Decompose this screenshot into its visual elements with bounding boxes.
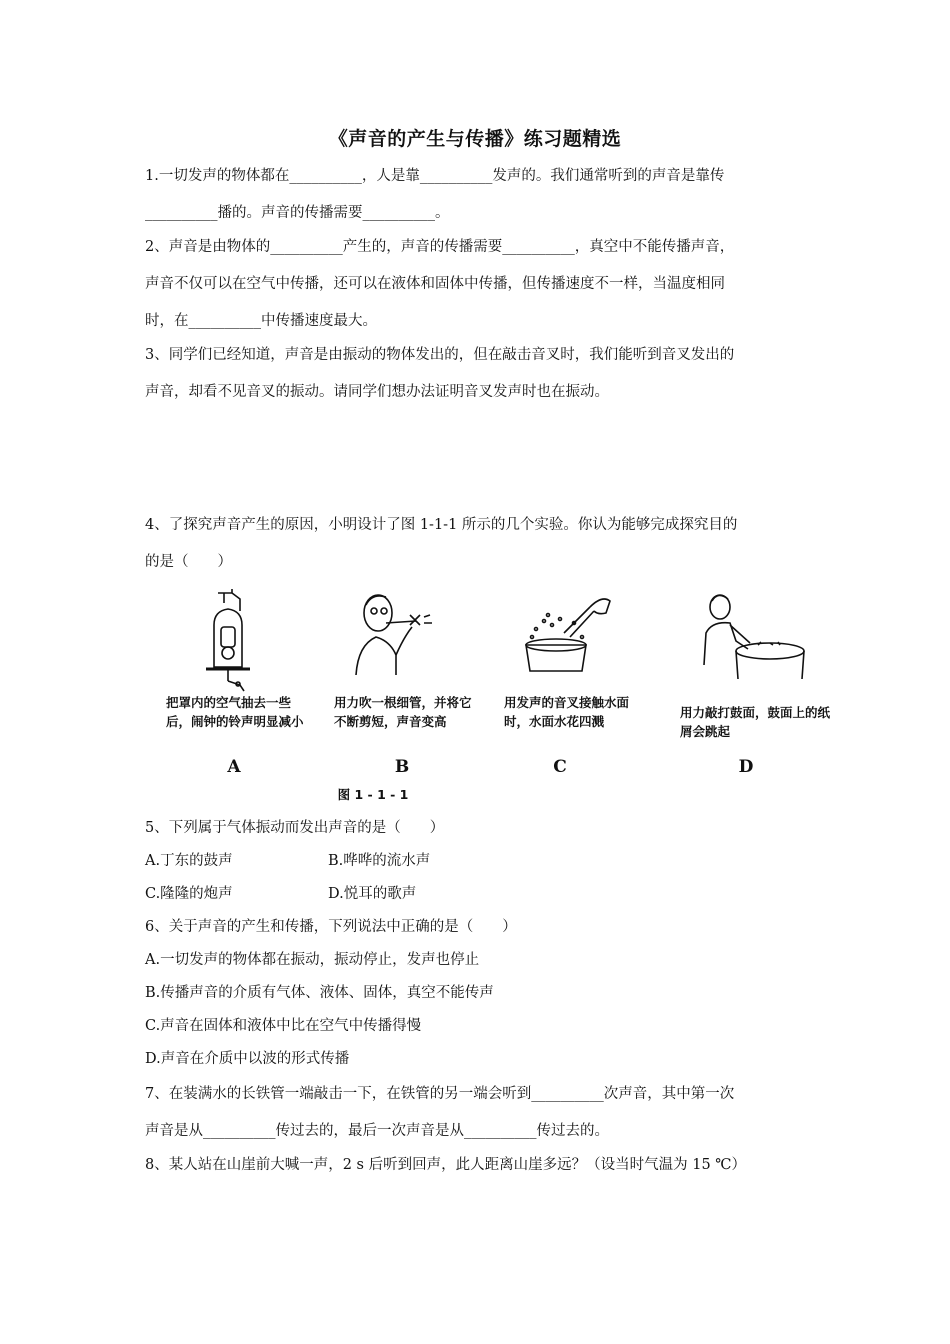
caption-b: 用力吹一根细管，并将它不断剪短，声音变高 [334, 695, 472, 729]
figure-panel-d [658, 585, 831, 780]
q6-stem: 6、关于声音的产生和传播，下列说法中正确的是（ ） [145, 919, 517, 935]
q6-option-c: C.声音在固体和液体中比在空气中传播得慢 [145, 1018, 422, 1034]
figure-panel-a [148, 585, 308, 780]
letter-d: D [738, 757, 754, 777]
q6-option-d: D.声音在介质中以波的形式传播 [145, 1051, 350, 1067]
figure-label: 图 1 - 1 - 1 [337, 787, 409, 802]
q5-option-c: C.隆隆的炮声 [145, 886, 233, 902]
man-beating-drum-icon [658, 585, 818, 695]
q3-line-2: 声音，却看不见音叉的振动。请同学们想办法证明音叉发声时也在振动。 [145, 384, 609, 400]
man-blowing-tube-icon [316, 585, 476, 695]
q2-line-2: 声音不仅可以在空气中传播，还可以在液体和固体中传播，但传播速度不一样，当温度相同 [145, 276, 725, 292]
caption-d: 用力敲打鼓面，鼓面上的纸屑会跳起 [680, 705, 831, 739]
q4-line-2: 的是（ ） [145, 554, 232, 570]
caption-c: 用发声的音叉接触水面时，水面水花四溅 [504, 695, 630, 729]
q8-line-1: 8、某人站在山崖前大喊一声，2 s 后听到回声，此人距离山崖多远？（设当时气温为 15 ℃） [145, 1157, 746, 1173]
q1-line-2: __________播的。声音的传播需要__________。 [145, 205, 450, 221]
caption-a: 把罩内的空气抽去一些后，闹钟的铃声明显减小 [166, 695, 304, 729]
q6-option-b: B.传播声音的介质有气体、液体、固体，真空不能传声 [145, 985, 494, 1001]
page-title: 《声音的产生与传播》练习题精选 [328, 128, 622, 150]
q3-line-1: 3、同学们已经知道，声音是由振动的物体发出的，但在敲击音叉时，我们能听到音叉发出的 [145, 347, 735, 363]
q5-option-a: A.丁东的鼓声 [145, 853, 233, 869]
letter-b: B [394, 757, 410, 777]
q2-line-1: 2、声音是由物体的__________产生的，声音的传播需要__________，真空中不能传播声音， [145, 239, 735, 255]
q7-line-2: 声音是从__________传过去的，最后一次声音是从__________传过去的。 [145, 1123, 609, 1139]
q5-option-d: D.悦耳的歌声 [328, 886, 417, 902]
q5-option-b: B.哗哗的流水声 [328, 853, 431, 869]
bell-jar-alarm-clock-icon [148, 585, 308, 695]
tuning-fork-water-icon [486, 585, 646, 695]
q2-line-3: 时，在__________中传播速度最大。 [145, 313, 377, 329]
q1-line-1: 1.一切发声的物体都在__________，人是靠__________发声的。我们通常听到的声音是靠传 [145, 168, 725, 184]
letter-c: C [553, 757, 567, 777]
letter-a: A [227, 757, 241, 777]
q7-line-1: 7、在装满水的长铁管一端敲击一下，在铁管的另一端会听到__________次声音，其中第一次 [145, 1086, 735, 1102]
q4-line-1: 4、了探究声音产生的原因，小明设计了图 1-1-1 所示的几个实验。你认为能够完成探究目的 [145, 517, 738, 533]
experiment-figure [148, 585, 831, 805]
q6-option-a: A.一切发声的物体都在振动，振动停止，发声也停止 [145, 952, 480, 968]
figure-panel-b [316, 585, 476, 780]
figure-panel-c [486, 585, 646, 780]
q5-stem: 5、下列属于气体振动而发出声音的是（ ） [145, 820, 445, 836]
